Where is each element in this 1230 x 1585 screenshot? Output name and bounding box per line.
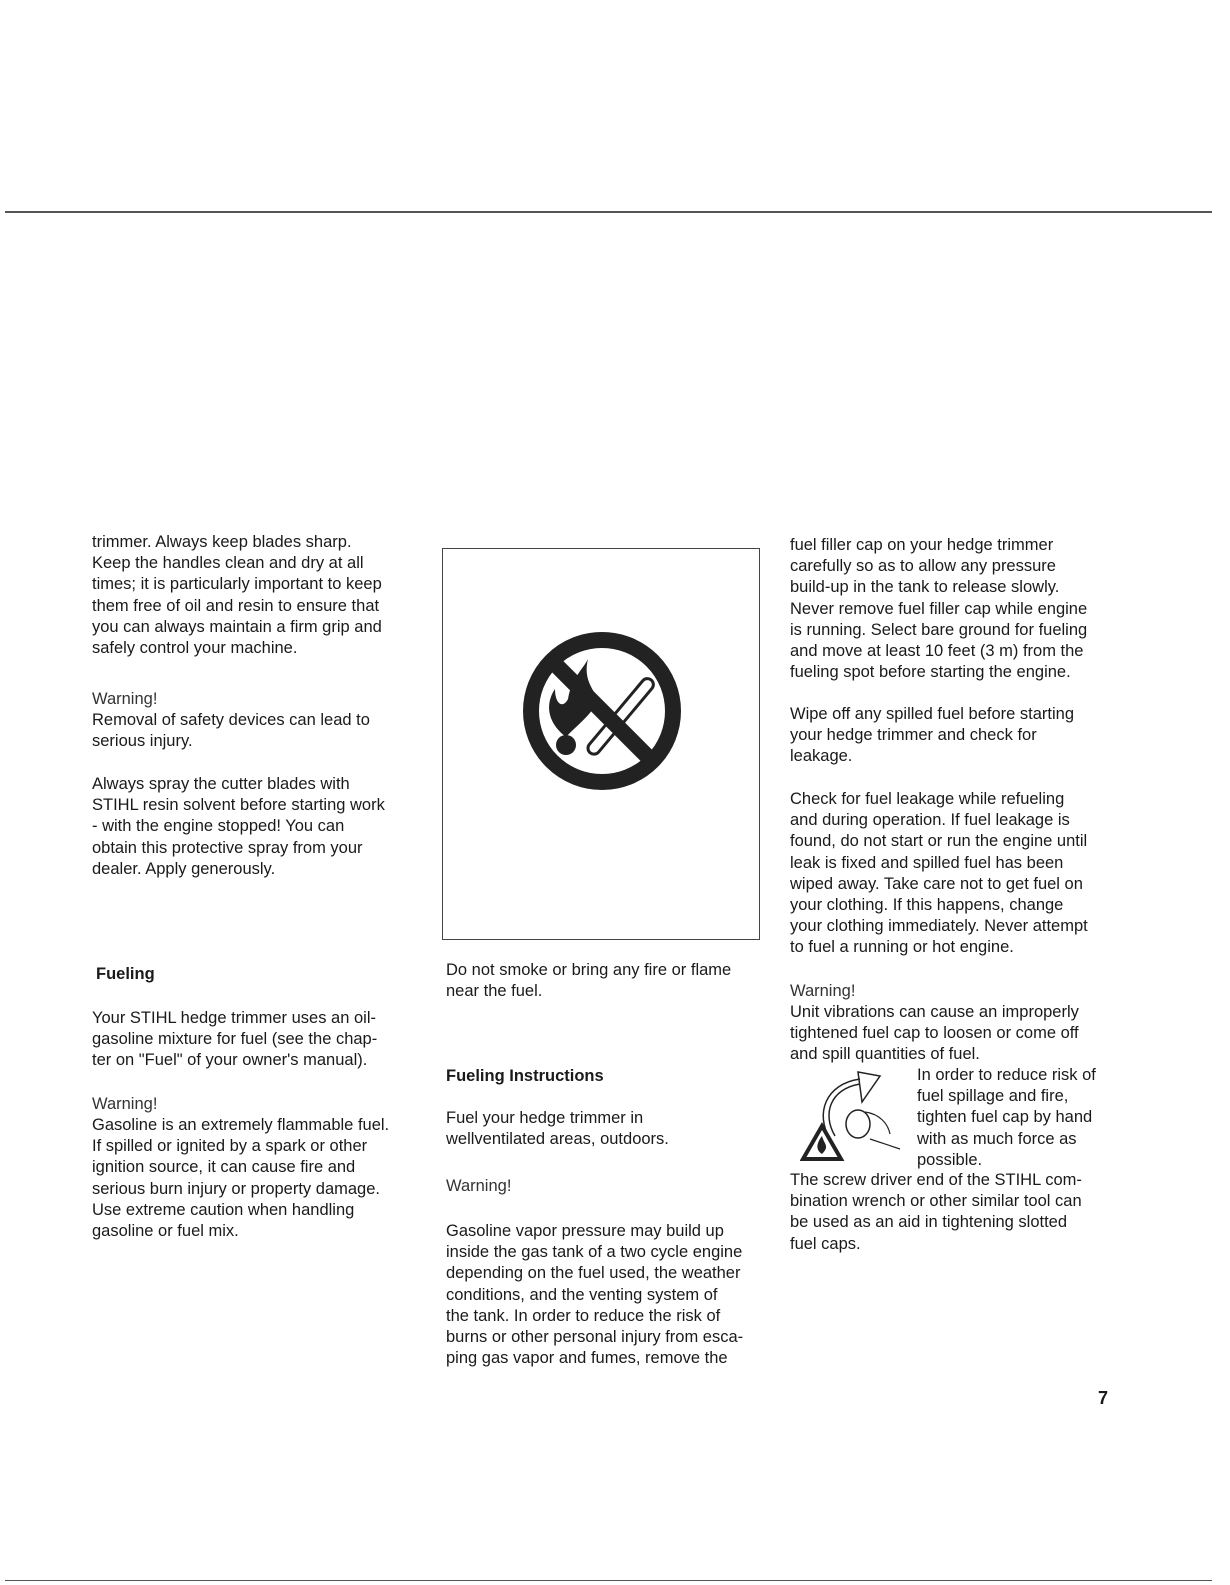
col1-paragraph: trimmer. Always keep blades sharp. Keep the handles clean and dry at all times; it is particularly important to keep them free of oil and resin to ensure that you can always maintain a firm grip and safely control your machine. xyxy=(92,533,382,658)
col3-paragraph: Check for fuel leakage while refueling and during operation. If fuel leakage is found, do not start or run the engine until leak is fixed and spilled fuel has been wiped away. Take care not to get fuel on your clothing. If this happens, change your clothing immediately. Never attempt to fuel a running or hot engine. xyxy=(790,790,1088,957)
section-heading-fueling-instructions: Fueling Instructions xyxy=(446,1067,604,1085)
page-number: 7 xyxy=(1098,1388,1109,1408)
col2-paragraph: Gasoline vapor pressure may build up inside the gas tank of a two cycle engine depending on the fuel used, the weather conditions, and the venting system of the tank. In order to reduce the risk of burns or other personal injury from esca- ping gas vapor and fumes, remove the xyxy=(446,1222,744,1368)
col3-paragraph: In order to reduce risk of fuel spillage and fire, tighten fuel cap by hand with as much force as possible. xyxy=(917,1066,1096,1169)
col3-paragraph: The screw driver end of the STIHL com- bination wrench or other similar tool can be used as an aid in tightening slotted fuel caps. xyxy=(790,1171,1082,1253)
col1-paragraph: Gasoline is an extremely flammable fuel. If spilled or ignited by a spark or other ignition source, it can cause fire and serious burn injury or property damage. Use extreme caution when handling gasoline or fuel mix. xyxy=(92,1116,390,1241)
no-open-flame-icon xyxy=(443,549,759,939)
warning-label: Warning! xyxy=(790,982,856,1000)
section-heading-fueling: Fueling xyxy=(96,965,155,983)
col2-paragraph: Do not smoke or bring any fire or flame near the fuel. xyxy=(446,961,732,1001)
col3-paragraph: Unit vibrations can cause an improperly tightened fuel cap to loosen or come off and spill quantities of fuel. xyxy=(790,1003,1079,1064)
warning-label: Warning! xyxy=(92,690,158,708)
col1-paragraph: Your STIHL hedge trimmer uses an oil- gasoline mixture for fuel (see the chap- ter on "Fuel" of your owner's manual). xyxy=(92,1009,378,1070)
col1-paragraph: Always spray the cutter blades with STIHL resin solvent before starting work - with the engine stopped! You can obtain this protective spray from your dealer. Apply generously. xyxy=(92,775,385,878)
no-flame-figure xyxy=(442,548,760,940)
col1-paragraph: Removal of safety devices can lead to serious injury. xyxy=(92,711,370,751)
warning-label: Warning! xyxy=(446,1177,512,1195)
top-rule xyxy=(5,211,1212,213)
col3-paragraph: fuel filler cap on your hedge trimmer carefully so as to allow any pressure build-up in the tank to release slowly. Never remove fuel filler cap while engine is running. Select bare ground for fueling and move at least 10 feet (3 m) from the fueling spot before starting the engine. xyxy=(790,536,1088,682)
col3-paragraph: Wipe off any spilled fuel before starting your hedge trimmer and check for leakage. xyxy=(790,705,1075,766)
warning-label: Warning! xyxy=(92,1095,158,1113)
bottom-rule xyxy=(5,1580,1212,1581)
col2-paragraph: Fuel your hedge trimmer in wellventilated areas, outdoors. xyxy=(446,1109,669,1149)
tighten-fuel-cap-icon xyxy=(800,1064,910,1164)
